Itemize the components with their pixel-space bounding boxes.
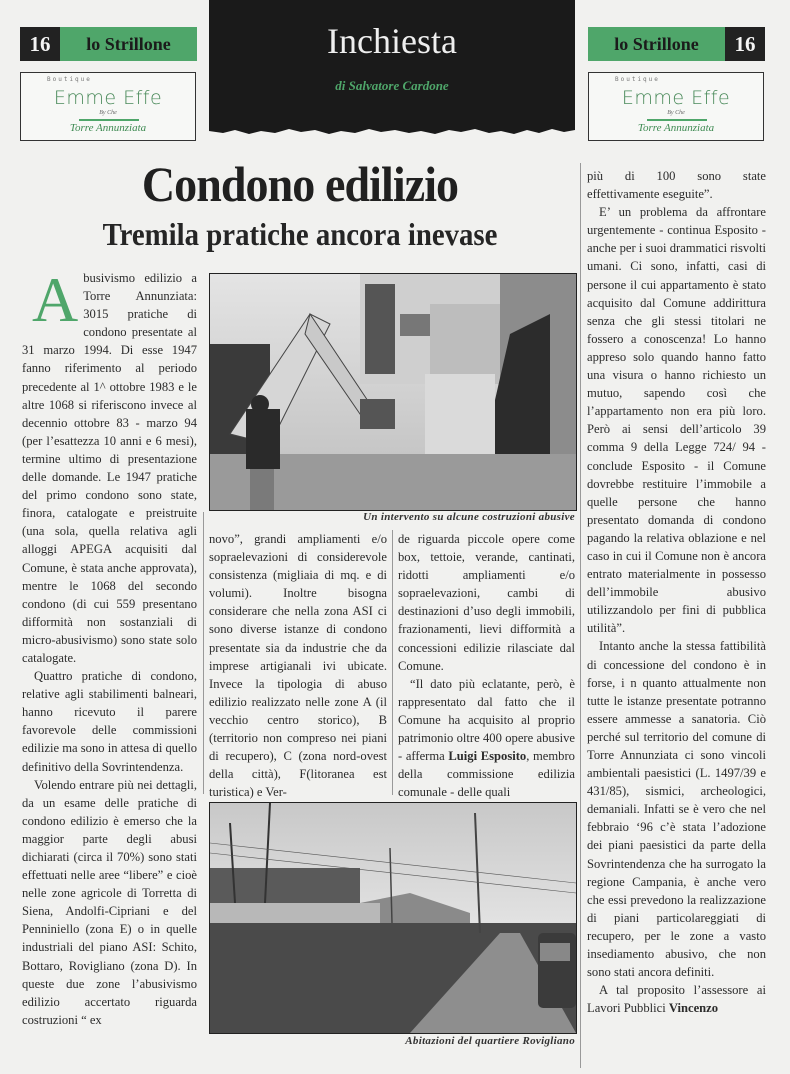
ad-town: Torre Annunziata bbox=[637, 122, 715, 134]
photo-excavator-image bbox=[210, 274, 576, 510]
article-headline: Condono edilizio bbox=[141, 156, 459, 212]
byline: di Salvatore Cardone bbox=[335, 78, 449, 93]
photo-street-image bbox=[210, 803, 576, 1033]
paragraph: più di 100 sono state effettivamente eseguite”. bbox=[587, 169, 766, 202]
article-column-4 bbox=[587, 167, 766, 1017]
ad-divider bbox=[647, 119, 707, 121]
ad-brand: Emme Effe bbox=[53, 87, 163, 109]
article-column-2 bbox=[209, 530, 387, 801]
paragraph: Quattro pratiche di condono, relative agli stabilimenti balneari, hanno ricevuto il parere favorevole delle commissioni edilizie ma sono in attesa di quello definitivo della Sovrintendenza. bbox=[22, 669, 197, 774]
paragraph: Intanto anche la stessa fattibilità di concessione del condono è in forse, i n quanto attualmente non tutte le istanze presentate potranno essere ammesse a sanatoria. Ciò perché sul territorio del comune di Torre Annunziata ci sono vincoli ambientali paesistici (L. 1497/39 e 431/85), sismici, archeologici, demaniali. Infatti se è vero che nel febbraio ‘96 c’è stata l’adozione dei piani paesistici da parte della Sovrintendenza che ha surrogato la regione Campania, è anche vero che essi prevedono la realizzazione di piani particolareggiati di recupero, per le zone a vasto insediamento abusivo, che non sono stati ancora definiti. bbox=[587, 639, 766, 980]
ad-tagline: By Che bbox=[667, 110, 685, 116]
ad-label: Boutique bbox=[615, 76, 660, 83]
header-strip-left bbox=[20, 27, 197, 61]
ad-divider bbox=[79, 119, 139, 121]
ad-label: Boutique bbox=[47, 76, 92, 83]
column-rule bbox=[580, 163, 581, 1068]
page-number-left: 16 bbox=[20, 27, 60, 61]
paragraph: novo”, grandi ampliamenti e/o sopraelevazioni di considerevole consistenza (migliaia di mq. e di volumi). Inoltre bisogna considerare che nella zona ASI ci sono diverse istanze di condono presentate sia da industrie che da imprese artigianali ivi ubicate. Invece la tipologia di abuso edilizio realizzato nelle zone A (il vecchio centro storico), B (territorio non compreso nei piani di recupero), C (zona nord-ovest della città), F(litoranea est turistica) e Ver- bbox=[209, 532, 387, 800]
publication-name-left: lo Strillone bbox=[60, 27, 197, 61]
photo-caption-bottom: Abitazioni del quartiere Rovigliano bbox=[405, 1035, 575, 1047]
header-strip-right bbox=[588, 27, 765, 61]
paragraph: de riguarda piccole opere come box, tettoie, verande, cantinati, ridotti ampliamenti e/o sopraelevazioni, cambi di destinazioni d’uso degli immobili, frazionamenti, lievi difformità a concessioni edilizie rilasciate dal Comune. bbox=[398, 532, 575, 673]
photo-demolition bbox=[209, 273, 577, 511]
photo-caption-top: Un intervento su alcune costruzioni abusive bbox=[363, 511, 575, 523]
ad-tagline: By Che bbox=[99, 110, 117, 116]
quote-text: “Il dato più eclatante, però, è rappresentato dal fatto che il Comune ha acquisito al proprio patrimonio oltre 400 opere abusive - afferma bbox=[398, 676, 575, 764]
section-title: Inchiesta bbox=[327, 21, 457, 61]
article-column-1 bbox=[22, 264, 197, 1029]
torn-paper-edge bbox=[209, 118, 575, 140]
paragraph: A tal proposito l’assessore ai Lavori Pubblici bbox=[587, 983, 766, 1016]
publication-name-right: lo Strillone bbox=[588, 27, 725, 61]
quote-text: , membro della commissione edilizia comunale - delle quali bbox=[398, 749, 575, 800]
ad-box-left bbox=[20, 72, 196, 141]
quoted-person: Vincenzo bbox=[668, 1001, 719, 1016]
page-number-right: 16 bbox=[725, 27, 765, 61]
ad-brand: Emme Effe bbox=[621, 87, 731, 109]
article-column-3 bbox=[398, 530, 575, 801]
column-rule bbox=[203, 512, 204, 794]
column-rule bbox=[392, 530, 393, 795]
ad-town: Torre Annunziata bbox=[69, 122, 147, 134]
ad-box-right bbox=[588, 72, 764, 141]
quoted-person: Luigi Esposito bbox=[448, 749, 527, 764]
photo-rovigliano bbox=[209, 802, 577, 1034]
drop-cap: A bbox=[32, 264, 79, 335]
paragraph: busivismo edilizio a Torre Annunziata: 3015 pratiche di condono presentate al 31 marzo 1994. Di esse 1947 fanno riferimento al periodo precedente al 1^ ottobre 1983 e le altre 1068 si riferiscono invece al decennio ottobre 83 - marzo 94 (per l’esattezza 10 anni e 6 mesi), termine ultimo di presentazione delle domande. Le 1947 pratiche del primo condono sono state, finora, catalogate e preistruite (una sola, quella relativa agli alloggi APEGA acquisiti dal Comune, è stata anche approvata), mentre le 1068 del secondo condono (di cui 559 presentano difformità non sostanziali di micro-abusivismo) sono state solo catalogate. bbox=[22, 271, 197, 665]
paragraph: Volendo entrare più nei dettagli, da un esame delle pratiche di condono edilizio è emerso che la maggior parte degli abusi dichiarati (circa il 70%) sono stati effettuati nelle aree “libere” e cioè nelle zone agricole di Torretta di Siena, Andolfi-Cipriani e del Penniniello (zona E) o in quelle industriali del piano ASI: Schito, Bottaro, Rovigliano (zona D). In queste due zone l’abusivismo edilizio accertato riguarda costruzioni “ ex bbox=[22, 777, 197, 1027]
paragraph: E’ un problema da affrontare urgentemente - continua Esposito - anche per i suoi drammatici risvolti umani. Ci sono, infatti, casi di persone il cui appartamento è stato acquisito dal Comune addirittura senza che gli stessi titolari ne fossero a conoscenza! Lo hanno appreso solo quando hanno fatto una visura o hanno richiesto un mutuo, sapendo così che l’appartamento non era più loro. Però ai sensi dell’articolo 39 comma 9 della Legge 724/ 94 - conclude Esposito - il Comune dovrebbe restituire l’immobile a quelle persone che hanno presentato domanda di condono pagando la relativa oblazione e nel caso in cui il Comune non è ancora entrato materialmente in possesso dell’immobile abusivo utilizzandolo per fini di pubblica utilità”. bbox=[587, 205, 766, 636]
article-subheadline: Tremila pratiche ancora inevase bbox=[102, 216, 498, 252]
